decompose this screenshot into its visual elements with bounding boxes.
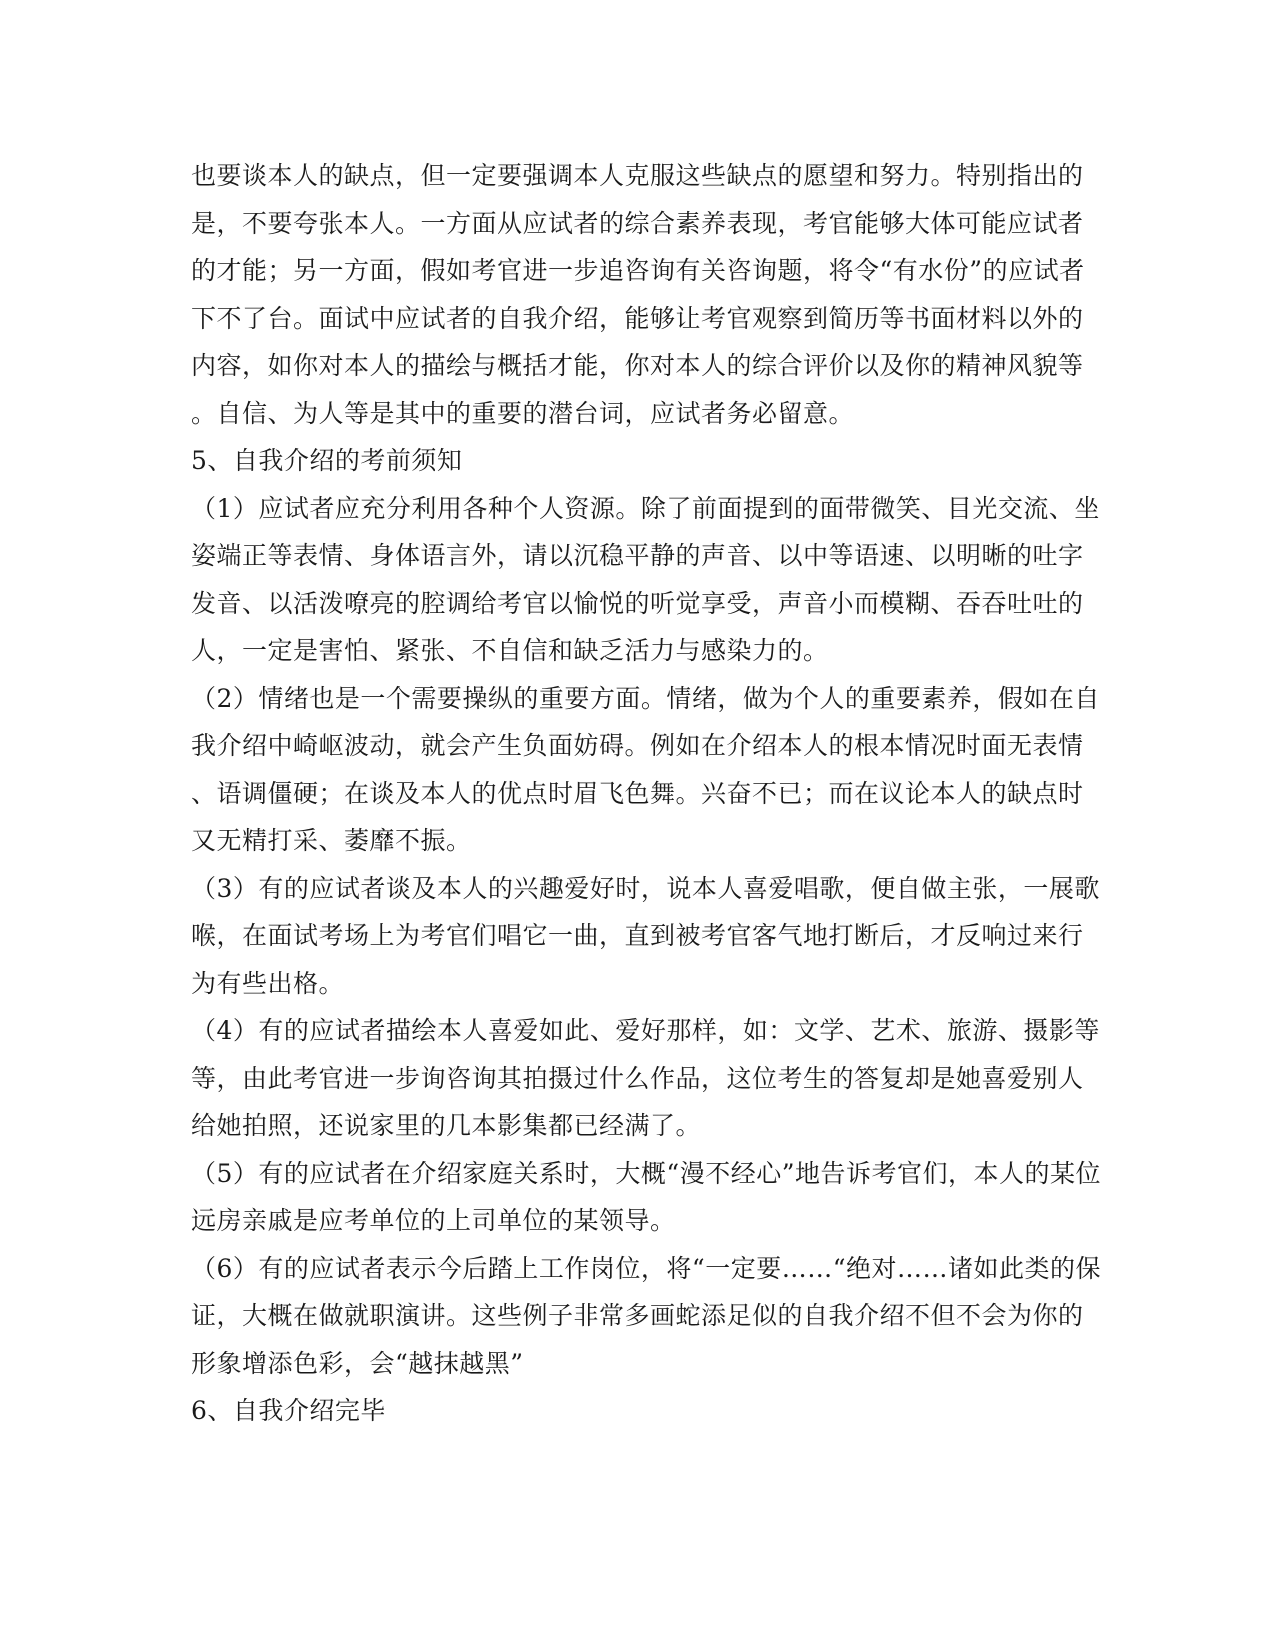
text-line: 姿端正等表情、身体语言外，请以沉稳平静的声音、以中等语速、以明晰的吐字: [191, 541, 1084, 570]
text-line: （1）应试者应充分利用各种个人资源。除了前面提到的面带微笑、目光交流、坐: [191, 493, 1100, 523]
text-line: 给她拍照，还说家里的几本影集都已经满了。: [191, 1111, 702, 1140]
text-line: （2）情绪也是一个需要操纵的重要方面。情绪，做为个人的重要素养，假如在自: [191, 683, 1100, 713]
document-body: [191, 152, 1101, 1435]
text-line: （5）有的应试者在介绍家庭关系时，大概“漫不经心”地告诉考官们，本人的某位: [191, 1158, 1101, 1188]
section-5-heading: 5、自我介绍的考前须知: [191, 446, 463, 475]
section-6-heading: 6、自我介绍完毕: [191, 1396, 386, 1425]
text-line: 我介绍中崎岖波动，就会产生负面妨碍。例如在介绍本人的根本情况时面无表情: [191, 731, 1084, 760]
text-line: 发音、以活泼嘹亮的腔调给考官以愉悦的听觉享受，声音小而模糊、吞吞吐吐的: [191, 588, 1084, 618]
intro-paragraph: [191, 152, 1086, 437]
list-item-1: [191, 485, 1100, 675]
text-line: 人，一定是害怕、紧张、不自信和缺乏活力与感染力的。: [191, 636, 829, 665]
text-line: 远房亲戚是应考单位的上司单位的某领导。: [191, 1206, 676, 1235]
list-item-3: [191, 865, 1100, 1008]
text-line: 是，不要夸张本人。一方面从应试者的综合素养表现，考官能够大体可能应试者: [191, 208, 1084, 238]
text-line: 的才能；另一方面，假如考官进一步追咨询有关咨询题，将令“有水份”的应试者: [191, 256, 1085, 285]
text-line: 、语调僵硬；在谈及本人的优点时眉飞色舞。兴奋不已；而在议论本人的缺点时: [191, 778, 1084, 808]
text-line: （6）有的应试者表示今后踏上工作岗位，将“一定要……“绝对……诸如此类的保: [191, 1253, 1101, 1283]
text-line: 喉，在面试考场上为考官们唱它一曲，直到被考官客气地打断后，才反响过来行: [191, 921, 1084, 950]
text-line: 内容，如你对本人的描绘与概括才能，你对本人的综合评价以及你的精神风貌等: [191, 351, 1084, 380]
text-line: 为有些出格。: [191, 968, 345, 998]
text-line: 证，大概在做就职演讲。这些例子非常多画蛇添足似的自我介绍不但不会为你的: [191, 1301, 1084, 1330]
text-line: 形象增添色彩，会“越抹越黑”: [191, 1348, 524, 1378]
text-line: （3）有的应试者谈及本人的兴趣爱好时，说本人喜爱唱歌，便自做主张，一展歌: [191, 873, 1100, 903]
text-line: 又无精打采、萎靡不振。: [191, 826, 472, 855]
text-line: 下不了台。面试中应试者的自我介绍，能够让考官观察到简历等书面材料以外的: [191, 303, 1084, 333]
list-item-2: [191, 675, 1100, 865]
list-item-6: [191, 1245, 1101, 1388]
text-line: 。自信、为人等是其中的重要的潜台词，应试者务必留意。: [191, 398, 855, 428]
text-line: （4）有的应试者描绘本人喜爱如此、爱好那样，如：文学、艺术、旅游、摄影等: [191, 1016, 1100, 1045]
text-line: 也要谈本人的缺点，但一定要强调本人克服这些缺点的愿望和努力。特别指出的: [191, 161, 1084, 190]
list-item-5: [191, 1150, 1101, 1245]
text-line: 等，由此考官进一步询咨询其拍摄过什么作品，这位考生的答复却是她喜爱别人: [191, 1063, 1084, 1093]
list-item-4: [191, 1007, 1100, 1150]
